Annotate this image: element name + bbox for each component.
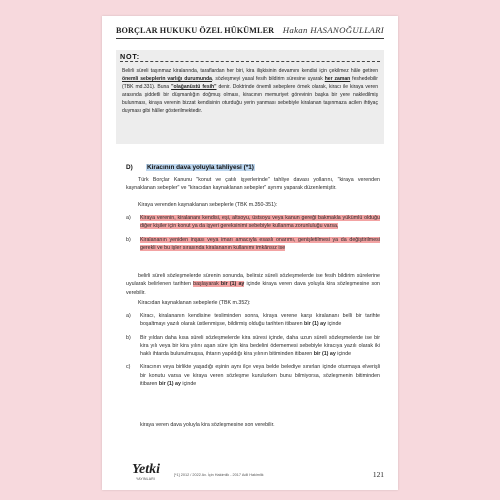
page-number: 121: [372, 470, 384, 479]
note-emphasis: her zaman: [324, 76, 351, 83]
list-item: [126, 334, 380, 359]
note-emphasis: "olağanüstü fesih": [171, 84, 217, 91]
bold-text: bir (1) ay: [313, 351, 336, 358]
page-footer: [102, 462, 398, 488]
section-label: D): [126, 164, 133, 171]
list-item: [126, 214, 380, 231]
page-header: [116, 24, 384, 39]
bold-text: bir (1) ay: [303, 321, 327, 328]
note-divider: [120, 61, 380, 62]
note-text-part: , sözleşmeyi yasal fesih bildirim süresine uyarak: [212, 76, 325, 83]
list-item: [126, 363, 380, 388]
paragraph-text: içinde: [335, 351, 352, 358]
paragraph-text: içinde: [326, 321, 342, 328]
paragraph-text: Bir yıldan daha kısa süreli sözleşmelerde kira süresi içinde, daha uzun süreli sözleşmelerde ise bir kira yılı veya bir kira yılını aşan süre için kira bedelini ödememesi sebebiyle kiracıya yazılı olarak iki haklı ihtarda bulunulmuşsa, ihtarın yapıldığı kira yılının bitiminden itibaren: [140, 334, 380, 358]
bold-text: bir (1) ay: [220, 281, 245, 288]
paragraph-text: Kiracı, kiralananın kendisine tesliminden sonra, kiraya verene karşı kiralananı belli bir tarihte boşaltmayı yazılı olarak üstlenmişse, bildirmiş olduğu tarihten itibaren: [140, 313, 380, 328]
highlighted-text: [193, 281, 244, 287]
list-item: [126, 312, 380, 329]
list-text: [140, 334, 380, 359]
list-marker: a): [126, 215, 131, 221]
list-text: [140, 214, 380, 231]
closing-line: kiraya veren dava yoluyla kira sözleşmesine son verebilir.: [140, 422, 275, 428]
paragraph-text: başlayarak: [193, 281, 221, 288]
section-title-highlight: [146, 164, 255, 171]
tenant-heading: Kiracıdan kaynaklanan sebeplerle (TBK m.352):: [138, 300, 251, 306]
tenant-list: [126, 312, 380, 388]
bold-text: bir (1) ay: [158, 381, 181, 388]
note-text-part: Belirli süreli taşınmaz kiralarında, taraflardan her biri, kira ilişkisinin devamını kendisi için çekilmez hâle getiren: [122, 68, 378, 74]
list-marker: b): [126, 236, 131, 243]
list-marker: b): [126, 334, 131, 341]
list-marker: c): [126, 364, 131, 371]
header-author: Hakan HASANOĞULLARI: [282, 25, 384, 35]
note-title: NOT:: [120, 52, 140, 61]
list-marker: a): [126, 313, 131, 319]
note-text: [122, 67, 378, 115]
book-page: [102, 16, 398, 490]
publisher-logo-sub: YAYINLARI: [136, 477, 156, 481]
note-text-part: feshedebilir (TBK md.331). Buna: [122, 76, 378, 91]
intro-paragraph: Türk Borçlar Kanunu "konut ve çatılı işyerlerinde" tahliye davası yollarını, "kiraya verenden kaynaklanan sebepler" ve "kiracıdan kaynaklanan sebepler" ayrımı yaparak düzenlemiştir.: [126, 177, 380, 192]
note-emphasis: önemli sebeplerin varlığı durumunda: [122, 76, 212, 83]
list-text: [140, 236, 380, 253]
landlord-list: [126, 214, 380, 252]
publisher-logo: Yetki: [132, 462, 160, 477]
footnote: [*1] 2012 / 2022 Av. İçin Hakimlik - 2017 Adli Hakimlik: [174, 473, 264, 477]
landlord-conclusion: [126, 272, 380, 297]
paragraph-text: içinde kiraya veren dava yoluyla kira sözleşmesine son verebilir.: [126, 281, 380, 296]
note-box: [116, 50, 384, 144]
paragraph-text: Kiracının veya birlikte yaşadığı eşinin aynı ilçe veya belde belediye sınırları içinde oturmaya elverişli bir konutu varsa ve kiraya veren sözleşme kurulurken bunu bilmiyorsa, sözleşmenin bitiminden itibaren: [140, 364, 380, 388]
section-ref: (*1): [243, 164, 254, 171]
paragraph-text: içinde: [180, 381, 197, 388]
highlighted-text: Kiralananın yeniden inşası veya imarı amacıyla esaslı onarımı, genişletilmesi ya da değiştirilmesi gerekli ve bu işler sırasında kiralananın kullanımı imkânsız ise: [140, 236, 380, 251]
list-text: [140, 363, 380, 388]
landlord-heading: Kiraya verenden kaynaklanan sebeplerle (TBK m.350-351):: [138, 202, 278, 208]
highlighted-text: Kiraya verenin, kiralananı kendisi, eşi, altsoyu, üstsoyu veya kanun gereği bakmakla yükümlü olduğu diğer kişiler için konut ya da işyeri gereksinimi sebebiyle kullanma zorunluluğu varsa,: [140, 215, 380, 230]
note-text-part: denir. Doktrinde önemli sebeplere örnek olarak, kiracı ile kiraya veren arasında şiddetli bir düşmanlığın doğmuş olması, kiracının memuriyet görevinin başka bir yere nakledilmiş bulunması, kiraya verenin bizzat kendisinin oturduğu yerin yanması sebebiyle kiralanan taşınmaza acilen ihtiyaç duyması gibi hâller gösterilmektedir.: [122, 84, 379, 115]
paragraph-text: belirli süreli sözleşmelerde sürenin sonunda, belirsiz süreli sözleşmelerde ise fesih bildirim sürelerine uyularak belirlenen tarihten: [126, 273, 380, 288]
header-book-title: BORÇLAR HUKUKU ÖZEL HÜKÜMLER: [116, 26, 275, 35]
section-heading: [126, 164, 255, 171]
list-text: [140, 312, 380, 329]
section-title: Kiracının dava yoluyla tahliyesi: [147, 164, 242, 171]
list-item: [126, 236, 380, 253]
